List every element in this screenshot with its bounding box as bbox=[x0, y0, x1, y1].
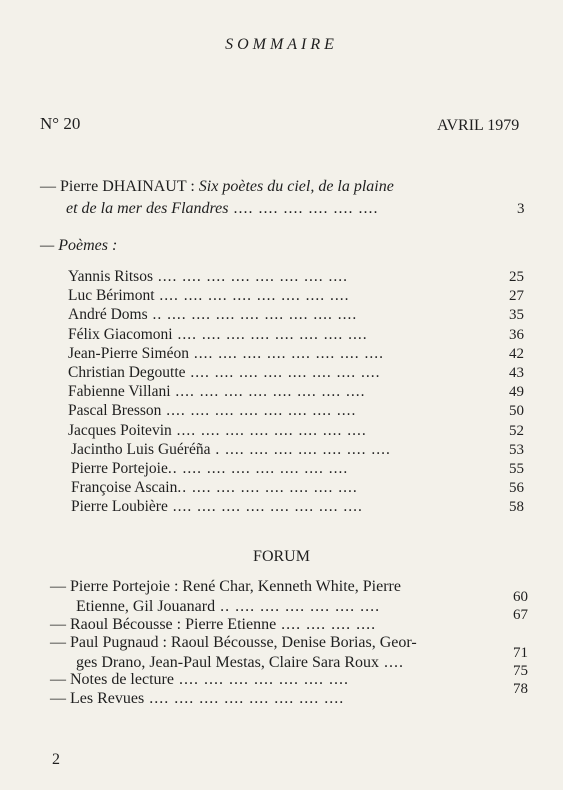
forum-entry-2-text: — Raoul Bécousse : Pierre Etienne bbox=[50, 616, 277, 633]
leader-dots: .... .... .... .... .... .... .... .... bbox=[161, 402, 357, 419]
forum-entry-1-text: Etienne, Gil Jouanard bbox=[76, 598, 216, 615]
poem-entry bbox=[68, 402, 498, 420]
poem-entry bbox=[68, 383, 498, 401]
leader-dots: .... .... .... .... .... .... .... .... bbox=[170, 383, 366, 400]
forum-entry-4 bbox=[50, 670, 349, 690]
lead-page: 3 bbox=[517, 201, 525, 217]
poem-entry bbox=[68, 287, 498, 305]
forum-entry-1-line2 bbox=[76, 597, 380, 617]
forum-entry-1-page: 60 bbox=[513, 589, 528, 605]
poem-page: 27 bbox=[509, 288, 524, 304]
forum-entry-1-line1: — Pierre Portejoie : René Char, Kenneth White, Pierre bbox=[50, 578, 401, 595]
poem-entry bbox=[71, 441, 498, 459]
poem-entry bbox=[71, 498, 498, 516]
leader-dots: .... .... .... .... .... .... .... .... bbox=[154, 287, 350, 304]
forum-entry-2-page: 67 bbox=[513, 607, 528, 623]
poems-heading: — Poèmes : bbox=[40, 237, 118, 254]
poem-author: Jacques Poitevin bbox=[68, 422, 172, 439]
forum-entry-5-page: 78 bbox=[513, 681, 528, 697]
issue-date: AVRIL 1979 bbox=[437, 117, 520, 134]
poem-entry bbox=[68, 345, 498, 363]
poem-entry bbox=[68, 364, 498, 382]
poem-page: 49 bbox=[509, 384, 524, 400]
leader-dots: .... .... .... .... bbox=[276, 616, 377, 633]
poem-author: André Doms bbox=[68, 306, 148, 323]
forum-entry-5-text: — Les Revues bbox=[50, 690, 145, 707]
leader-dots: .. .... .... .... .... .... .... .... bbox=[167, 460, 349, 477]
lead-author: — Pierre DHAINAUT : bbox=[40, 178, 199, 195]
page-number: 2 bbox=[52, 751, 60, 768]
poem-author: Jacintho Luis Guéréña bbox=[71, 441, 211, 458]
poem-page: 53 bbox=[509, 442, 524, 458]
lead-title-part2: et de la mer des Flandres bbox=[66, 200, 229, 217]
poem-author: Fabienne Villani bbox=[68, 383, 171, 400]
poem-entry bbox=[71, 460, 498, 478]
poem-author: Luc Bérimont bbox=[68, 287, 155, 304]
poem-author: Christian Degoutte bbox=[68, 364, 186, 381]
poem-page: 42 bbox=[509, 346, 524, 362]
poem-entry bbox=[71, 479, 498, 497]
poem-page: 35 bbox=[509, 307, 524, 323]
poem-entry bbox=[68, 306, 498, 324]
leader-dots: .. .... .... .... .... .... .... .... bbox=[177, 479, 358, 496]
leader-dots: .... .... .... .... .... .... .... .... bbox=[188, 345, 384, 362]
poem-author: Pierre Portejoie bbox=[71, 460, 168, 477]
leader-dots: .. .... .... .... .... .... .... bbox=[215, 598, 381, 615]
leader-dots: .... .... .... .... .... .... .... .... bbox=[153, 268, 349, 285]
leader-dots: .... .... .... .... .... .... .... .... bbox=[185, 364, 381, 381]
lead-entry-line2 bbox=[66, 199, 378, 219]
poem-entry bbox=[68, 326, 498, 344]
forum-entry-3-text: ges Drano, Jean-Paul Mestas, Claire Sara Roux bbox=[76, 654, 380, 671]
forum-entry-3-line1: — Paul Pugnaud : Raoul Bécousse, Denise Borias, Geor- bbox=[50, 634, 417, 651]
poem-entry bbox=[68, 422, 498, 440]
poem-author: Félix Giacomoni bbox=[68, 326, 173, 343]
forum-entry-5 bbox=[50, 689, 344, 709]
poem-author: Pierre Loubière bbox=[71, 498, 168, 515]
leader-dots: .... .... .... .... .... .... .... .... bbox=[167, 498, 363, 515]
leader-dots: .... bbox=[379, 654, 405, 671]
forum-heading: FORUM bbox=[253, 548, 310, 565]
poem-author: Françoise Ascain bbox=[71, 479, 178, 496]
leader-dots: . .... .... .... .... .... .... .... bbox=[210, 441, 391, 458]
poem-page: 55 bbox=[509, 461, 524, 477]
poem-author: Pascal Bresson bbox=[68, 402, 162, 419]
lead-entry-line1 bbox=[40, 177, 394, 197]
lead-title-part1: Six poètes du ciel, de la plaine bbox=[198, 178, 394, 195]
poem-page: 43 bbox=[509, 365, 524, 381]
forum-entry-2 bbox=[50, 615, 376, 635]
leader-dots: .... .... .... .... .... .... bbox=[228, 200, 379, 217]
leader-dots: .... .... .... .... .... .... .... bbox=[173, 671, 349, 688]
issue-number: N° 20 bbox=[40, 114, 81, 133]
leader-dots: .. .... .... .... .... .... .... .... .... bbox=[147, 306, 358, 323]
poem-page: 58 bbox=[509, 499, 524, 515]
poem-entry bbox=[68, 268, 498, 286]
forum-entry-4-text: — Notes de lecture bbox=[50, 671, 174, 688]
poem-page: 25 bbox=[509, 269, 524, 285]
leader-dots: .... .... .... .... .... .... .... .... bbox=[171, 422, 367, 439]
forum-entry-4-page: 75 bbox=[513, 663, 528, 679]
poem-page: 52 bbox=[509, 423, 524, 439]
poem-page: 56 bbox=[509, 480, 524, 496]
forum-entry-3-page: 71 bbox=[513, 645, 528, 661]
leader-dots: .... .... .... .... .... .... .... .... bbox=[144, 690, 345, 707]
leader-dots: .... .... .... .... .... .... .... .... bbox=[172, 326, 368, 343]
poem-author: Yannis Ritsos bbox=[68, 268, 154, 285]
poem-author: Jean-Pierre Siméon bbox=[68, 345, 189, 362]
page-title: SOMMAIRE bbox=[225, 36, 338, 53]
poem-page: 36 bbox=[509, 327, 524, 343]
poem-page: 50 bbox=[509, 403, 524, 419]
